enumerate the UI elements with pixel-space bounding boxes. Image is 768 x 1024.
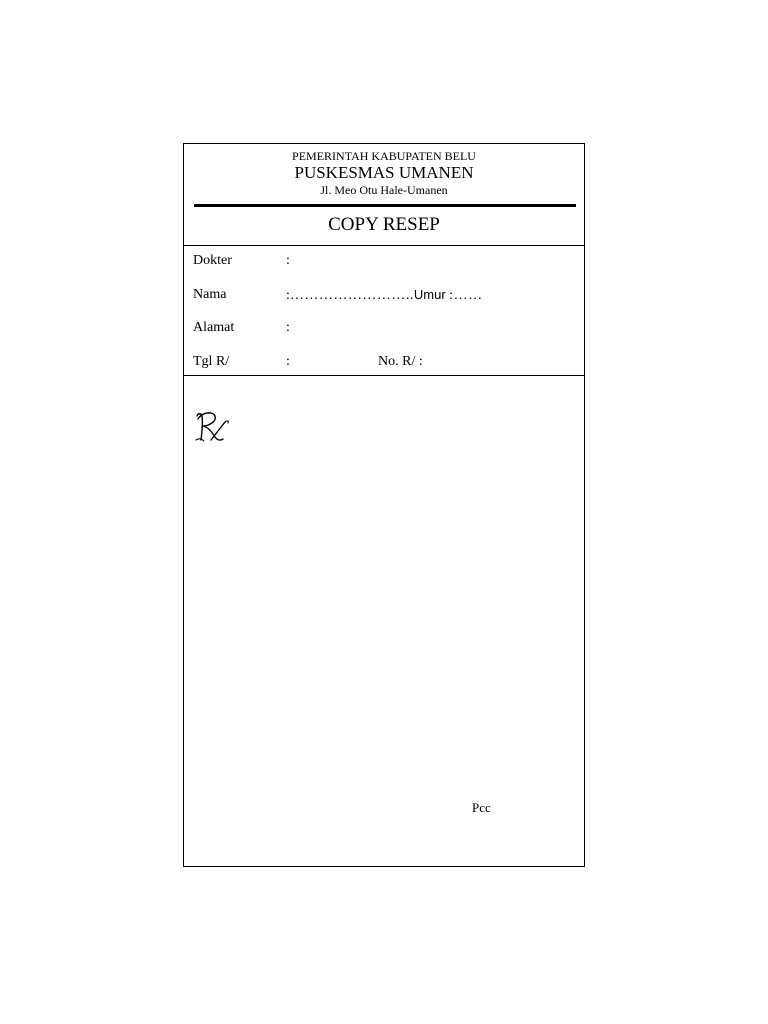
nama-colon: : <box>286 288 290 303</box>
no-resep-label: No. R/ : <box>378 354 423 369</box>
organization-name: PUSKESMAS UMANEN <box>294 163 474 182</box>
tgl-colon: : <box>286 354 290 369</box>
alamat-row <box>184 319 584 337</box>
nama-value <box>286 286 483 305</box>
patient-info-section <box>184 246 584 376</box>
umur-label: Umur <box>413 287 446 302</box>
umur-colon: : <box>449 288 454 303</box>
government-name: PEMERINTAH KABUPATEN BELU <box>292 149 476 163</box>
nama-row <box>184 286 584 304</box>
form-header <box>184 144 584 246</box>
organization-address: Jl. Meo Otu Hale-Umanen <box>320 183 448 197</box>
form-title: COPY RESEP <box>328 214 440 235</box>
dokter-label: Dokter <box>193 253 232 268</box>
tgl-label: Tgl R/ <box>193 354 230 369</box>
prescription-area <box>184 376 584 866</box>
copy-resep-form <box>183 143 585 867</box>
nama-label: Nama <box>193 287 227 302</box>
alamat-colon: : <box>286 320 290 335</box>
umur-dots: …… <box>453 288 483 303</box>
header-divider <box>194 204 576 207</box>
pcc-label: Pcc <box>472 800 491 815</box>
tgl-row <box>184 353 584 371</box>
nama-dots: …………………….. <box>289 288 414 303</box>
alamat-label: Alamat <box>193 320 235 335</box>
dokter-colon: : <box>286 253 290 268</box>
dokter-row <box>184 252 584 270</box>
recipe-rx-icon <box>192 410 232 444</box>
